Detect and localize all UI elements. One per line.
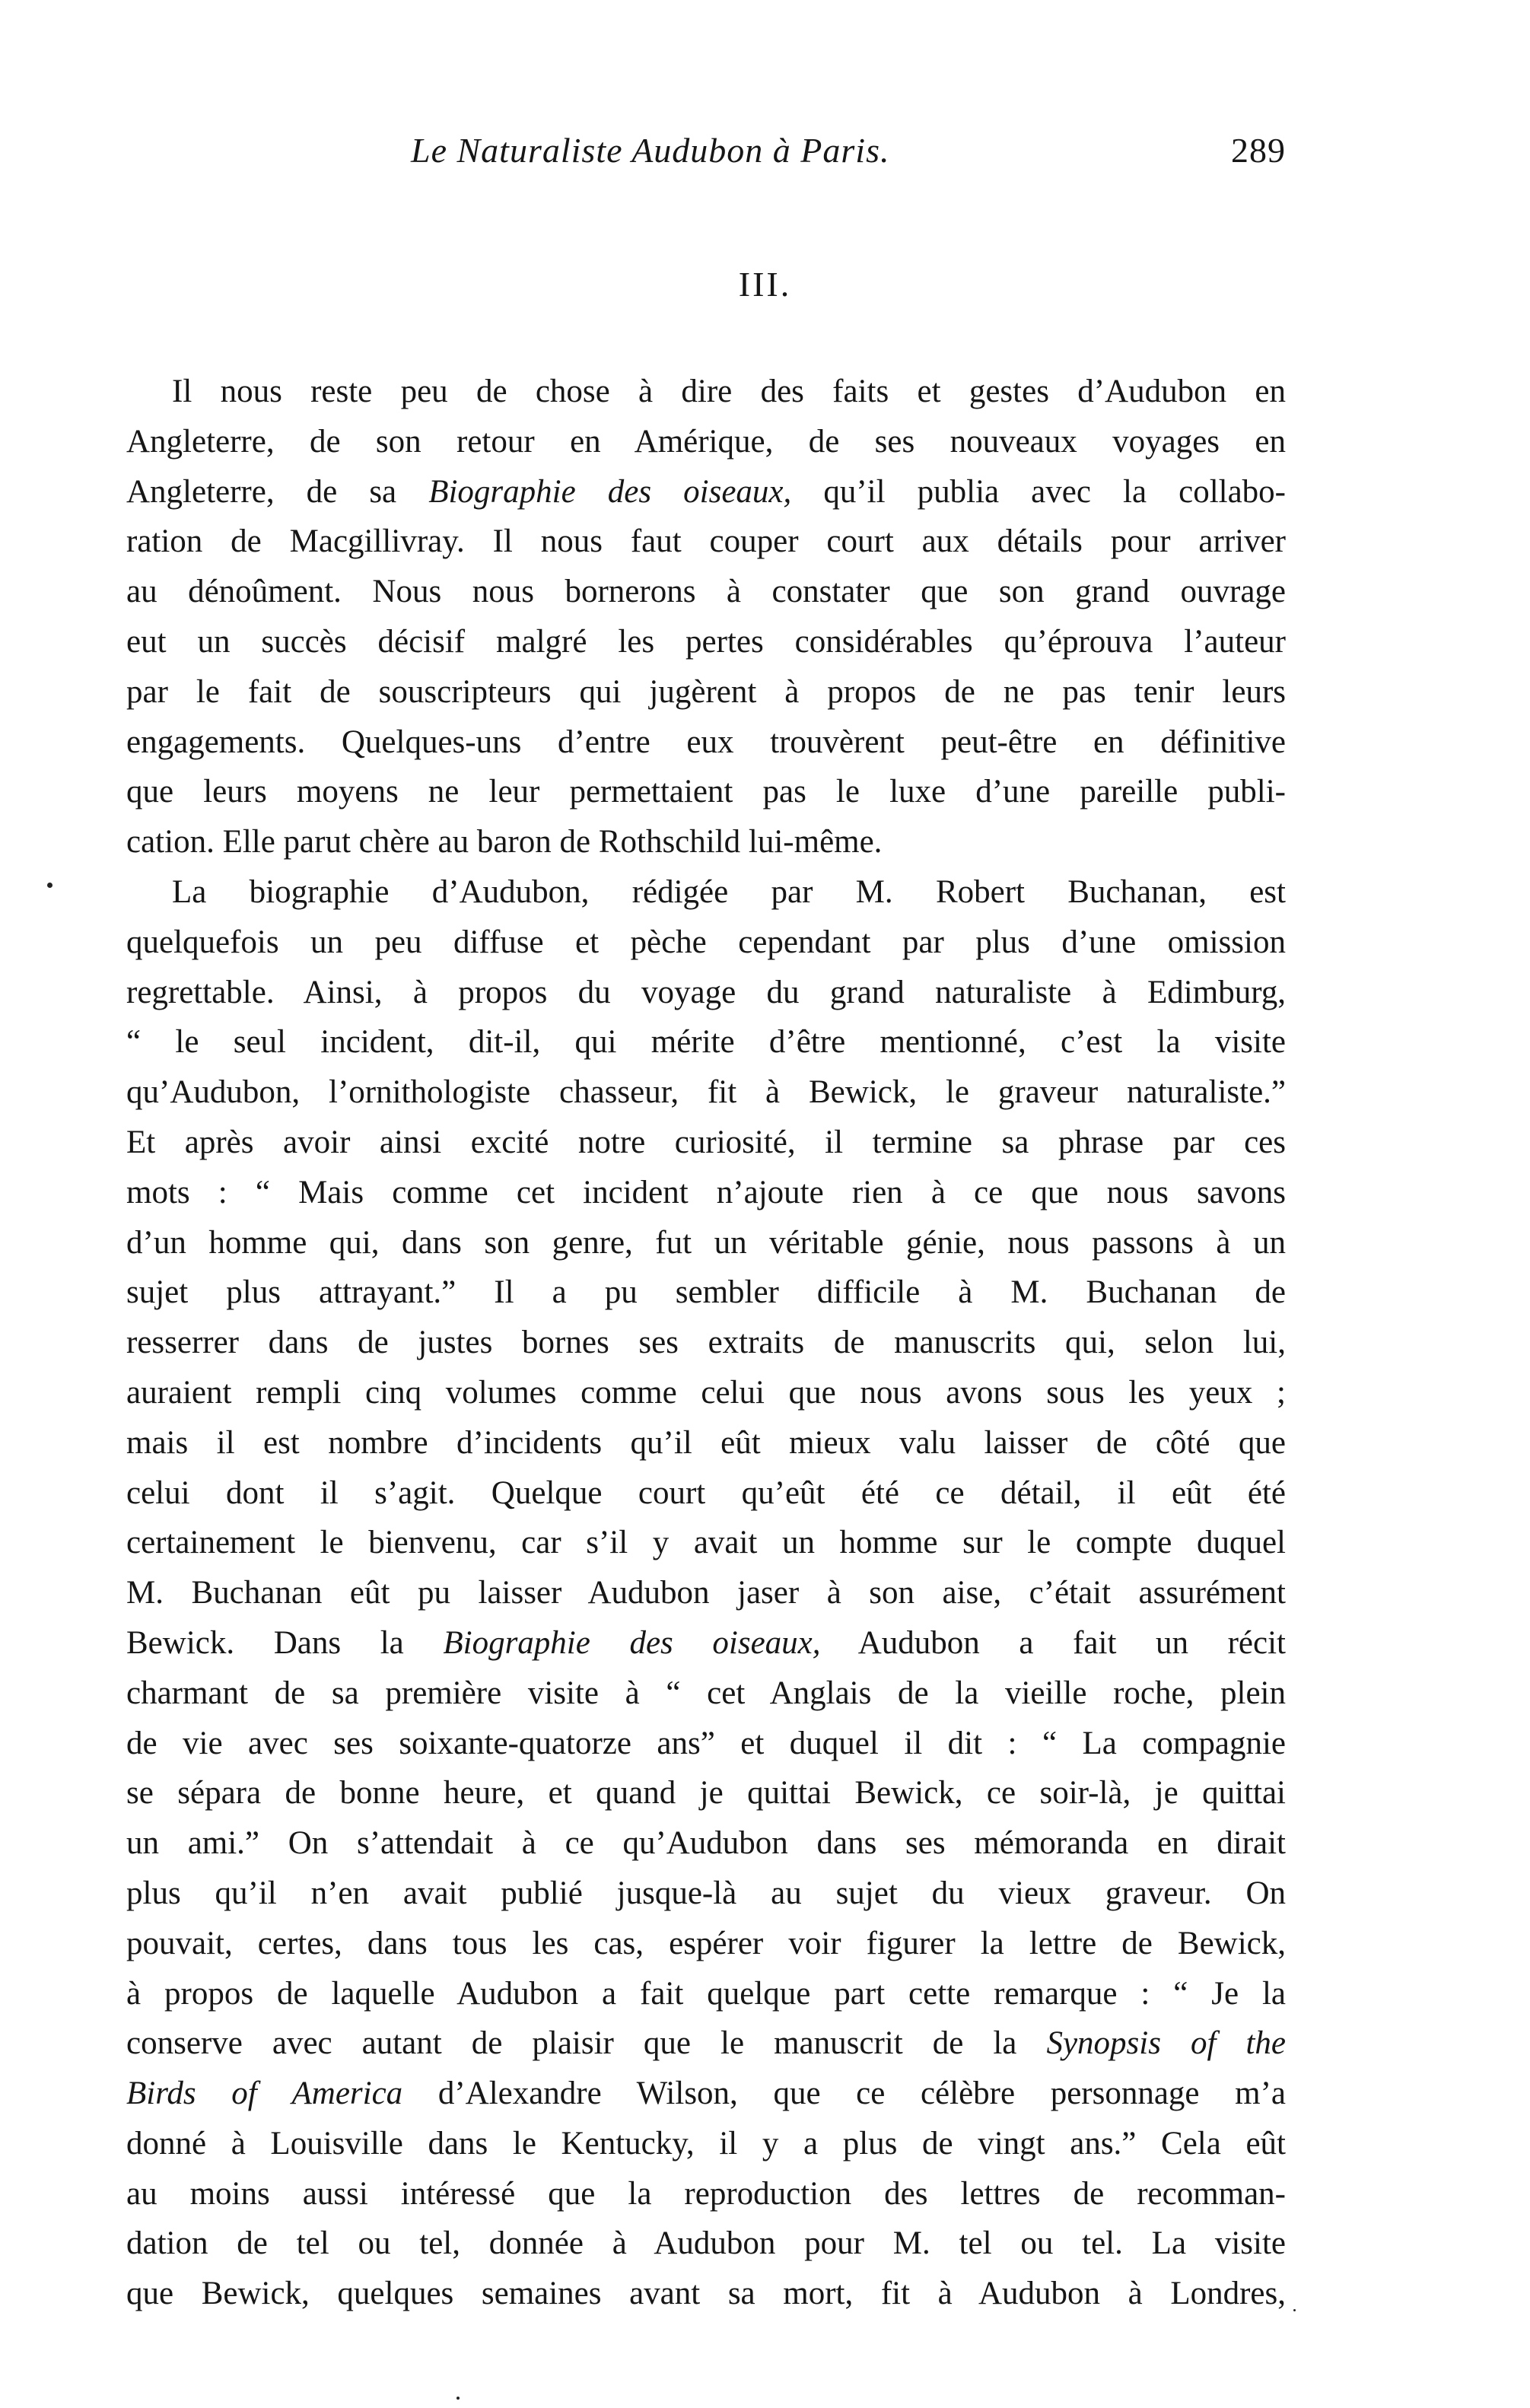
- text-line: se sépara de bonne heure, et quand je quittai Bewick, ce soir-là, je quittai: [126, 1775, 1286, 1812]
- text-line: dation de tel ou tel, donnée à Audubon pour M. tel ou tel. La visite: [126, 2225, 1286, 2262]
- text-line: regrettable. Ainsi, à propos du voyage du grand naturaliste à Edimburg,: [126, 974, 1286, 1010]
- italic-title: Biographie des oiseaux,: [443, 1624, 821, 1661]
- running-title: Le Naturaliste Audubon à Paris.: [411, 131, 890, 170]
- text-line: au moins aussi intéressé que la reproduction des lettres de recomman-: [126, 2175, 1286, 2212]
- text-line: “ le seul incident, dit-il, qui mérite d’être mentionné, c’est la visite: [126, 1024, 1286, 1061]
- text-line: La biographie d’Audubon, rédigée par M. Robert Buchanan, est: [172, 873, 1286, 910]
- text-line: Birds of America d’Alexandre Wilson, que ce célèbre personnage m’a: [126, 2076, 1286, 2112]
- text-line: Et après avoir ainsi excité notre curiosité, il termine sa phrase par ces: [126, 1124, 1286, 1160]
- text-line: donné à Louisville dans le Kentucky, il y a plus de vingt ans.” Cela eût: [126, 2125, 1286, 2161]
- text-line: que Bewick, quelques semaines avant sa mort, fit à Audubon à Londres,: [126, 2276, 1286, 2312]
- text-line: Bewick. Dans la Biographie des oiseaux, Audubon a fait un récit: [126, 1624, 1286, 1661]
- margin-speck: [456, 2397, 460, 2400]
- text-line: pouvait, certes, dans tous les cas, espérer voir figurer la lettre de Bewick,: [126, 1925, 1286, 1961]
- text-line: d’un homme qui, dans son genre, fut un véritable génie, nous passons à un: [126, 1224, 1286, 1261]
- running-header: [122, 128, 1286, 181]
- text-line: à propos de laquelle Audubon a fait quelque part cette remarque : “ Je la: [126, 1975, 1286, 2012]
- text-line: quelquefois un peu diffuse et pèche cependant par plus d’une omission: [126, 924, 1286, 960]
- page-number: 289: [1231, 131, 1286, 170]
- text-line: eut un succès décisif malgré les pertes considérables qu’éprouva l’auteur: [126, 623, 1286, 660]
- text-line: ration de Macgillivray. Il nous faut couper court aux détails pour arriver: [126, 523, 1286, 560]
- text-line: de vie avec ses soixante-quatorze ans” et duquel il dit : “ La compagnie: [126, 1725, 1286, 1761]
- text-line: M. Buchanan eût pu laisser Audubon jaser à son aise, c’était assurément: [126, 1575, 1286, 1611]
- section-numeral: III.: [738, 265, 792, 304]
- text-line: cation. Elle parut chère au baron de Rothschild lui-même.: [126, 824, 883, 860]
- text-line: Angleterre, de son retour en Amérique, de ses nouveaux voyages en: [126, 423, 1286, 460]
- text-line: Il nous reste peu de chose à dire des faits et gestes d’Audubon en: [172, 374, 1286, 409]
- text-line: auraient rempli cinq volumes comme celui que nous avons sous les yeux ;: [126, 1374, 1286, 1411]
- text-line: Angleterre, de sa Biographie des oiseaux, qu’il publia avec la collabo-: [126, 473, 1286, 510]
- text-line: conserve avec autant de plaisir que le manuscrit de la Synopsis of the: [126, 2025, 1286, 2062]
- text-line: sujet plus attrayant.” Il a pu sembler difficile à M. Buchanan de: [126, 1274, 1286, 1311]
- text-line: celui dont il s’agit. Quelque court qu’eût été ce détail, il eût été: [126, 1474, 1286, 1511]
- text-line: par le fait de souscripteurs qui jugèrent à propos de ne pas tenir leurs: [126, 673, 1286, 710]
- text-line: mots : “ Mais comme cet incident n’ajoute rien à ce que nous savons: [126, 1174, 1286, 1210]
- text-line: engagements. Quelques-uns d’entre eux trouvèrent peut-être en définitive: [126, 724, 1286, 760]
- text-line: qu’Audubon, l’ornithologiste chasseur, fit à Bewick, le graveur naturaliste.”: [126, 1074, 1286, 1111]
- text-line: charmant de sa première visite à “ cet Anglais de la vieille roche, plein: [126, 1675, 1286, 1711]
- italic-title: Birds of America: [126, 2076, 403, 2112]
- italic-title: Biographie des oiseaux,: [428, 473, 792, 510]
- text-line: que leurs moyens ne leur permettaient pas le luxe d’une pareille publi-: [126, 774, 1286, 810]
- text-line: certainement le bienvenu, car s’il y avait un homme sur le compte duquel: [126, 1525, 1286, 1561]
- text-line: resserrer dans de justes bornes ses extraits de manuscrits qui, selon lui,: [126, 1325, 1286, 1361]
- text-line: mais il est nombre d’incidents qu’il eût mieux valu laisser de côté que: [126, 1424, 1286, 1461]
- margin-speck: [47, 883, 52, 888]
- text-line: plus qu’il n’en avait publié jusque-là au sujet du vieux graveur. On: [126, 1875, 1286, 1911]
- text-line: un ami.” On s’attendait à ce qu’Audubon dans ses mémoranda en dirait: [126, 1825, 1286, 1862]
- margin-speck: [1293, 2309, 1296, 2311]
- body-text: [126, 367, 1286, 2319]
- italic-title: Synopsis of the: [1046, 2025, 1286, 2062]
- text-line: au dénoûment. Nous nous bornerons à constater que son grand ouvrage: [126, 574, 1286, 610]
